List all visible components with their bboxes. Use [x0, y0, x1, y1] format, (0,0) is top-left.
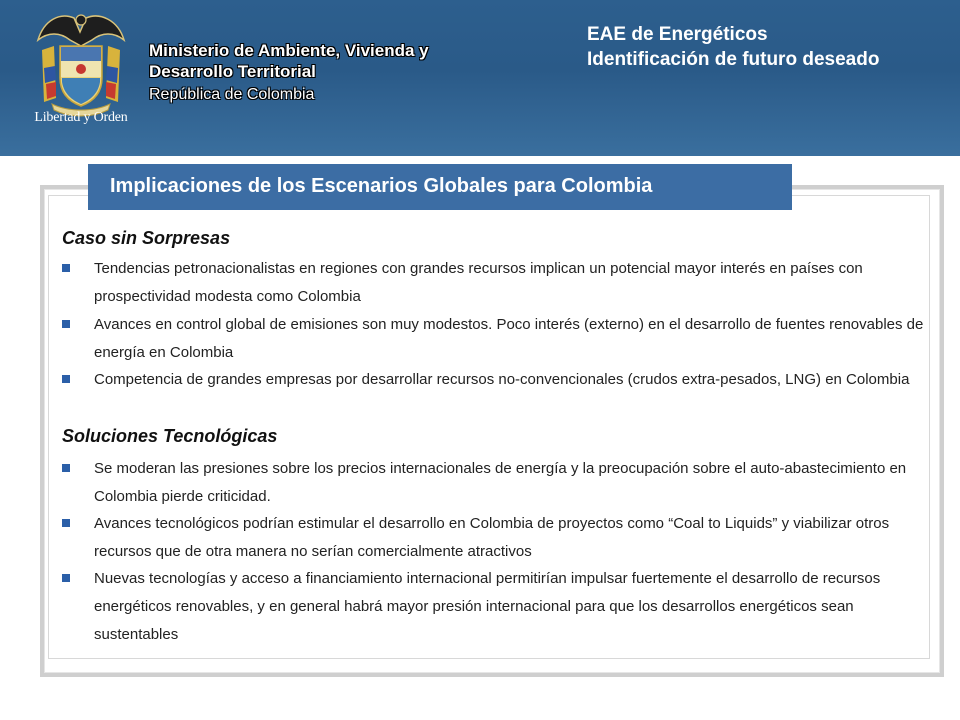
republica-label: República de Colombia — [149, 86, 315, 103]
square-bullet-icon — [62, 464, 70, 472]
ministry-line-2: Desarrollo Territorial — [149, 62, 316, 81]
header-banner — [0, 0, 960, 156]
list-item: Nuevas tecnologías y acceso a financiamiento internacional permitirían impulsar fuertemente el desarrollo de recursos energéticos renovables, y en general habrá mayor presión internacional para que los desarrollos energéticos sean sustentables — [94, 570, 881, 643]
slide-title — [587, 22, 879, 72]
slide-title-line-2: Identificación de futuro deseado — [587, 49, 880, 70]
square-bullet-icon — [62, 320, 70, 328]
list-item: Competencia de grandes empresas por desarrollar recursos no-convencionales (crudos extra-pesados, LNG) en Colombia — [94, 371, 910, 388]
ministry-line-1: Ministerio de Ambiente, Vivienda y — [149, 41, 429, 60]
section-heading-soluciones-tecnologicas: Soluciones Tecnológicas — [62, 426, 278, 446]
list-item: Avances en control global de emisiones son muy modestos. Poco interés (externo) en el desarrollo de fuentes renovables de energía en Colombia — [94, 316, 924, 361]
list-item: Se moderan las presiones sobre los precios internacionales de energía y la preocupación sobre el auto-abastecimiento en Colombia pierde criticidad. — [94, 460, 907, 505]
crest-caption: Libertad y Orden — [34, 110, 128, 125]
square-bullet-icon — [62, 375, 70, 383]
panel-title: Implicaciones de los Escenarios Globales para Colombia — [110, 175, 653, 197]
slide-title-line-1: EAE de Energéticos — [587, 24, 768, 45]
list-item: Avances tecnológicos podrían estimular el desarrollo en Colombia de proyectos como “Coal to Liquids” y viabilizar otros recursos que de otra manera no serían comercialmente atractivos — [94, 515, 890, 560]
square-bullet-icon — [62, 519, 70, 527]
square-bullet-icon — [62, 264, 70, 272]
list-item: Tendencias petronacionalistas en regiones con grandes recursos implican un potencial mayor interés en países con prospectividad modesta como Colombia — [94, 260, 863, 305]
section-heading-caso-sin-sorpresas: Caso sin Sorpresas — [62, 228, 231, 248]
ministry-name — [149, 40, 429, 82]
square-bullet-icon — [62, 574, 70, 582]
panel-title-bar — [88, 164, 792, 210]
